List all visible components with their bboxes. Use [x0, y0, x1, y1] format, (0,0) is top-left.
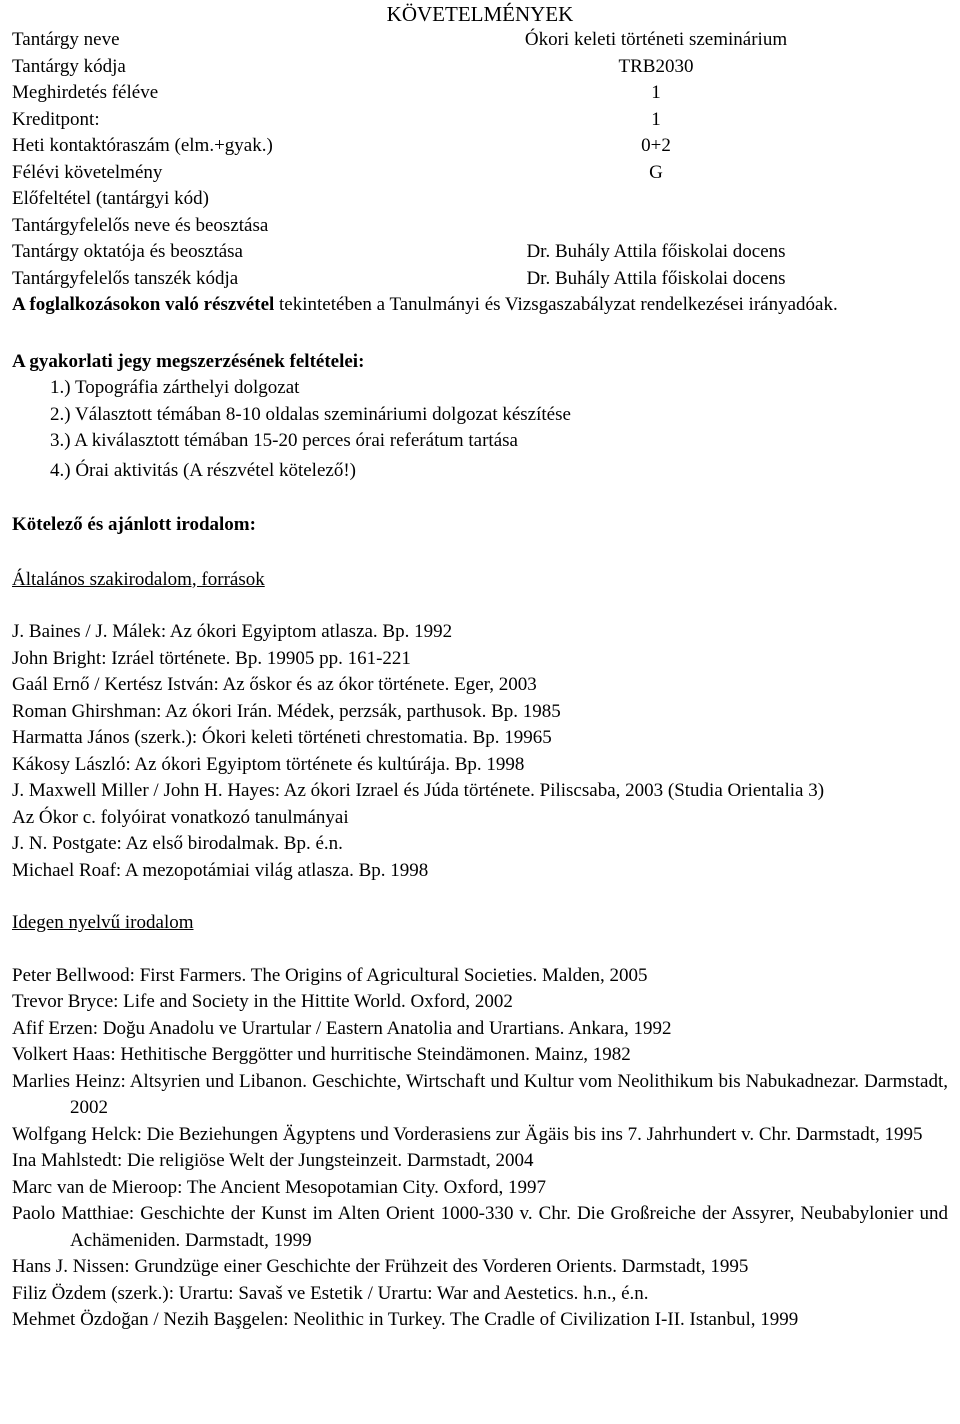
- list-item: Trevor Bryce: Life and Society in the Hittite World. Oxford, 2002: [12, 991, 513, 1012]
- field-value: Ókori keleti történeti szeminárium: [524, 29, 788, 50]
- table-row: [8, 107, 956, 134]
- list-item: 3.) A kiválasztott témában 15-20 perces órai referátum tartása: [50, 430, 518, 451]
- table-row: [8, 266, 956, 293]
- table-row: [8, 239, 956, 266]
- field-value: 1: [651, 108, 661, 130]
- list-item: J. Maxwell Miller / John H. Hayes: Az ókori Izrael és Júda története. Piliscsaba, 2003 (Studia Orientalia 3): [12, 780, 825, 801]
- list-item: Ina Mahlstedt: Die religiöse Welt der Jungsteinzeit. Darmstadt, 2004: [12, 1150, 534, 1171]
- list-item: Peter Bellwood: First Farmers. The Origins of Agricultural Societies. Malden, 2005: [12, 964, 648, 986]
- general-literature-list: [12, 619, 948, 884]
- document-page: [12, 0, 948, 1334]
- list-item: 4.) Órai aktivitás (A részvétel kötelező!): [50, 459, 356, 481]
- general-literature-heading: Általános szakirodalom, források: [12, 568, 265, 590]
- list-item: Marlies Heinz: Altsyrien und Libanon. Geschichte, Wirtschaft und Kultur vom Neolithikum bis Nabukadnezar. Darmstadt, 2002: [12, 1070, 948, 1118]
- foreign-literature-list: [12, 963, 948, 1334]
- document-title: KÖVETELMÉNYEK: [386, 2, 574, 26]
- table-row: [8, 160, 956, 187]
- table-row: [8, 80, 956, 107]
- attendance-notice: [12, 292, 948, 319]
- list-item: J. N. Postgate: Az első birodalmak. Bp. é.n.: [12, 833, 343, 854]
- field-value: TRB2030: [618, 55, 694, 77]
- spacer: [12, 593, 948, 619]
- field-label: Heti kontaktóraszám (elm.+gyak.): [12, 135, 273, 156]
- list-item: Wolfgang Helck: Die Beziehungen Ägyptens und Vorderasiens zur Ägäis bis ins 7. Jahrhundert v. Chr. Darmstadt, 1995: [12, 1123, 923, 1145]
- list-item: 1.) Topográfia zárthelyi dolgozat: [50, 377, 300, 398]
- list-item: Filiz Özdem (szerk.): Urartu: Savaš ve Estetik / Urartu: War and Aestetics. h.n., é.n.: [12, 1282, 649, 1304]
- field-label: Meghirdetés féléve: [12, 82, 159, 103]
- field-label: Tantárgy neve: [12, 29, 120, 50]
- foreign-literature-heading: Idegen nyelvű irodalom: [12, 912, 194, 933]
- field-value: [352, 186, 956, 213]
- field-value: [352, 213, 956, 240]
- field-label: Előfeltétel (tantárgyi kód): [12, 188, 209, 209]
- list-item: Paolo Matthiae: Geschichte der Kunst im Alten Orient 1000-330 v. Chr. Die Großreiche der Assyrer, Neubabylonier und Achämeniden. Darmstadt, 1999: [12, 1203, 948, 1251]
- notice-text: tekintetében a Tanulmányi és Vizsgaszabályzat rendelkezései irányadóak.: [274, 294, 838, 315]
- list-item: Kákosy László: Az ókori Egyiptom története és kultúrája. Bp. 1998: [12, 753, 525, 775]
- field-value: Dr. Buhály Attila főiskolai docens: [526, 241, 786, 262]
- list-item: Hans J. Nissen: Grundzüge einer Geschichte der Frühzeit des Vorderen Orients. Darmstadt, 1995: [12, 1256, 749, 1277]
- field-label: Tantárgy oktatója és beosztása: [12, 241, 243, 262]
- list-item: John Bright: Izráel története. Bp. 19905 pp. 161-221: [12, 647, 411, 669]
- table-row: [8, 213, 956, 240]
- field-label: Kreditpont:: [12, 108, 100, 130]
- list-item: 2.) Választott témában 8-10 oldalas szemináriumi dolgozat készítése: [50, 403, 571, 425]
- table-row: [8, 54, 956, 81]
- spacer: [12, 539, 948, 567]
- field-label: Félévi követelmény: [12, 161, 163, 183]
- list-item: Gaál Ernő / Kertész István: Az őskor és az ókor története. Eger, 2003: [12, 674, 537, 695]
- field-value: G: [649, 161, 663, 183]
- spacer: [12, 937, 948, 963]
- spacer: [12, 319, 948, 349]
- requirements-table: [8, 27, 956, 292]
- list-item: Michael Roaf: A mezopotámiai világ atlasza. Bp. 1998: [12, 859, 429, 881]
- table-row: [8, 27, 956, 54]
- notice-bold: A foglalkozásokon való részvétel: [12, 294, 275, 315]
- field-value: 0+2: [641, 135, 671, 156]
- list-item: J. Baines / J. Málek: Az ókori Egyiptom atlasza. Bp. 1992: [12, 621, 453, 642]
- list-item: Harmatta János (szerk.): Ókori keleti történeti chrestomatia. Bp. 19965: [12, 727, 552, 748]
- list-item: Az Ókor c. folyóirat vonatkozó tanulmányai: [12, 806, 349, 828]
- field-label: Tantárgy kódja: [12, 55, 126, 77]
- conditions-list: [12, 375, 948, 484]
- spacer: [12, 884, 948, 910]
- field-value: Dr. Buhály Attila főiskolai docens: [526, 267, 786, 289]
- field-value: 1: [651, 82, 661, 103]
- field-label: Tantárgyfelelős tanszék kódja: [12, 267, 239, 289]
- table-row: [8, 186, 956, 213]
- list-item: Marc van de Mieroop: The Ancient Mesopotamian City. Oxford, 1997: [12, 1176, 547, 1198]
- spacer: [12, 484, 948, 512]
- list-item: Afif Erzen: Doğu Anadolu ve Urartular / Eastern Anatolia and Urartians. Ankara, 1992: [12, 1017, 672, 1039]
- list-item: Mehmet Özdoğan / Nezih Başgelen: Neolithic in Turkey. The Cradle of Civilization I-II. Istanbul, 1999: [12, 1309, 799, 1330]
- field-label: Tantárgyfelelős neve és beosztása: [12, 214, 269, 236]
- list-item: Volkert Haas: Hethitische Berggötter und hurritische Steindämonen. Mainz, 1982: [12, 1044, 631, 1065]
- literature-heading: Kötelező és ajánlott irodalom:: [12, 514, 256, 535]
- table-row: [8, 133, 956, 160]
- conditions-heading: A gyakorlati jegy megszerzésének feltételei:: [12, 350, 365, 372]
- list-item: Roman Ghirshman: Az ókori Irán. Médek, perzsák, parthusok. Bp. 1985: [12, 700, 561, 722]
